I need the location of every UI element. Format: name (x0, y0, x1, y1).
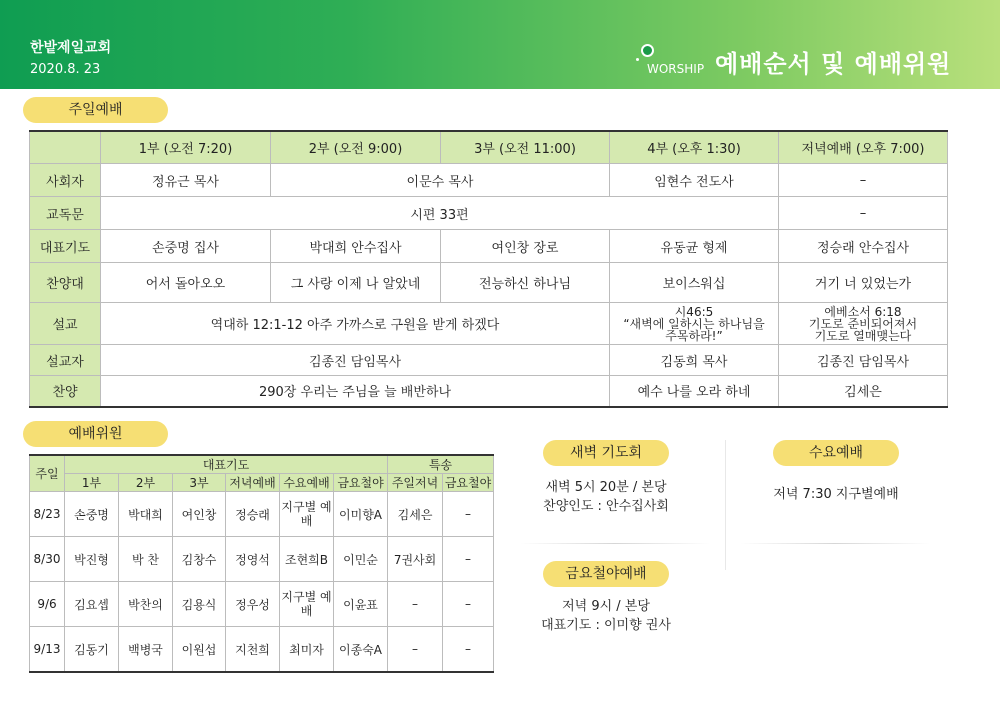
prayer-group-header: 대표기도 (65, 455, 388, 474)
section-pill-dawn: 새벽 기도회 (543, 440, 669, 466)
corner-cell (30, 131, 101, 164)
cell: 역대하 12:1-12 아주 가까스로 구원을 받게 하겠다 (101, 303, 610, 345)
col-header: 1부 (오전 7:20) (101, 131, 271, 164)
col-header: 3부 (오전 11:00) (441, 131, 610, 164)
row-header: 찬양대 (30, 263, 101, 303)
info-line: 새벽 5시 20분 / 본당 (545, 480, 667, 495)
special-song-header: 특송 (388, 455, 494, 474)
table-row (30, 164, 948, 197)
info-line: 찬양인도 : 안수집사회 (543, 499, 669, 514)
row-header: 교독문 (30, 197, 101, 230)
cell: 김창수 (173, 537, 226, 582)
cell: 김요셉 (65, 582, 119, 627)
divider (520, 543, 710, 544)
cell: 조현희B (280, 537, 334, 582)
cell: 보이스워십 (610, 263, 779, 303)
sub-header: 주일저녁 (388, 474, 443, 492)
info-line: 대표기도 : 이미향 권사 (541, 618, 671, 633)
cell-line: 주목하라!” (665, 328, 723, 343)
col-header: 저녁예배 (오후 7:00) (779, 131, 948, 164)
table-row (30, 197, 948, 230)
cell: 거기 너 있었는가 (779, 263, 948, 303)
cell: 김동희 목사 (610, 345, 779, 376)
cell: 정유근 목사 (101, 164, 271, 197)
cell: – (443, 582, 494, 627)
week-cell: 9/6 (30, 582, 65, 627)
members-subheader-row (30, 474, 494, 492)
week-header: 주일 (30, 455, 65, 492)
sunday-order-table (29, 130, 948, 408)
row-header: 찬양 (30, 376, 101, 407)
cell: 지구별 예배 (280, 492, 334, 537)
header-banner (0, 0, 1000, 89)
cell: – (388, 582, 443, 627)
page-title: 예배순서 및 예배위원 (715, 50, 952, 78)
col-header: 4부 (오후 1:30) (610, 131, 779, 164)
cell: 지구별 예배 (280, 582, 334, 627)
table-row (30, 230, 948, 263)
cell-line: 시46:5 (674, 304, 714, 319)
cell: 정우성 (226, 582, 280, 627)
cell-line: “새벽에 일하시는 하나님을 (623, 316, 765, 331)
cell: 유동균 형제 (610, 230, 779, 263)
cell: 박진형 (65, 537, 119, 582)
row-header: 설교자 (30, 345, 101, 376)
section-pill-members: 예배위원 (23, 421, 168, 447)
sermon-text-cell (779, 303, 948, 345)
cell: 여인창 (173, 492, 226, 537)
cell: 시편 33편 (101, 197, 779, 230)
cell: 박대희 (119, 492, 173, 537)
sub-header: 2부 (119, 474, 173, 492)
info-line: 저녁 9시 / 본당 (562, 599, 650, 614)
cell: – (443, 627, 494, 673)
cell-line: 기도로 열매맺는다 (814, 328, 912, 343)
cell: – (779, 197, 948, 230)
sub-header: 3부 (173, 474, 226, 492)
cell: 박찬의 (119, 582, 173, 627)
section-pill-sunday: 주일예배 (23, 97, 168, 123)
table-row (30, 582, 494, 627)
cell: 김세은 (388, 492, 443, 537)
cell: 이윤표 (334, 582, 388, 627)
cell: 임현수 전도사 (610, 164, 779, 197)
cell: 이원섭 (173, 627, 226, 673)
cell: 이문수 목사 (271, 164, 610, 197)
cell: 그 사랑 이제 나 알았네 (271, 263, 441, 303)
table-header-row (30, 131, 948, 164)
bulletin-date: 2020.8. 23 (30, 62, 101, 77)
divider (725, 440, 726, 570)
cell: 백병국 (119, 627, 173, 673)
cell: 손중명 집사 (101, 230, 271, 263)
sermon-text-cell (610, 303, 779, 345)
cell: 이민순 (334, 537, 388, 582)
cell: 김동기 (65, 627, 119, 673)
row-header: 사회자 (30, 164, 101, 197)
cell: 예수 나를 오라 하네 (610, 376, 779, 407)
cell: 정승래 안수집사 (779, 230, 948, 263)
divider (740, 543, 930, 544)
info-line: 저녁 7:30 지구별예배 (773, 487, 899, 502)
table-row (30, 263, 948, 303)
table-row (30, 303, 948, 345)
cell: 290장 우리는 주님을 늘 배반하나 (101, 376, 610, 407)
cell: – (443, 492, 494, 537)
table-row (30, 376, 948, 407)
week-cell: 8/23 (30, 492, 65, 537)
sub-header: 금요철야 (443, 474, 494, 492)
sub-header: 1부 (65, 474, 119, 492)
cell: 손중명 (65, 492, 119, 537)
wednesday-info (746, 485, 926, 504)
week-cell: 8/30 (30, 537, 65, 582)
week-cell: 9/13 (30, 627, 65, 673)
cell: – (388, 627, 443, 673)
friday-info (516, 597, 696, 635)
cell: 이미향A (334, 492, 388, 537)
section-pill-wednesday: 수요예배 (773, 440, 899, 466)
cell: 지천희 (226, 627, 280, 673)
dot-icon (641, 44, 654, 57)
cell: 박대희 안수집사 (271, 230, 441, 263)
cell: – (443, 537, 494, 582)
cell: 김세은 (779, 376, 948, 407)
cell: 7권사회 (388, 537, 443, 582)
row-header: 대표기도 (30, 230, 101, 263)
cell: 김종진 담임목사 (101, 345, 610, 376)
section-pill-friday: 금요철야예배 (543, 561, 669, 587)
members-table (29, 454, 494, 673)
table-row (30, 537, 494, 582)
cell: 정승래 (226, 492, 280, 537)
cell: 김종진 담임목사 (779, 345, 948, 376)
cell: 최미자 (280, 627, 334, 673)
cell: 여인창 장로 (441, 230, 610, 263)
small-dot-icon (636, 58, 639, 61)
dawn-info (516, 478, 696, 516)
members-header-row (30, 455, 494, 474)
col-header: 2부 (오전 9:00) (271, 131, 441, 164)
table-row (30, 345, 948, 376)
sub-header: 저녁예배 (226, 474, 280, 492)
church-name: 한밭제일교회 (30, 40, 112, 56)
cell: 김용식 (173, 582, 226, 627)
sub-header: 수요예배 (280, 474, 334, 492)
cell-line: 기도로 준비되어져서 (808, 316, 918, 331)
cell-line: 에베소서 6:18 (824, 304, 902, 319)
row-header: 설교 (30, 303, 101, 345)
table-row (30, 492, 494, 537)
worship-label: WORSHIP (647, 62, 705, 76)
cell: 정영석 (226, 537, 280, 582)
cell: 박 찬 (119, 537, 173, 582)
cell: 전능하신 하나님 (441, 263, 610, 303)
cell: – (779, 164, 948, 197)
cell: 어서 돌아오오 (101, 263, 271, 303)
cell: 이종숙A (334, 627, 388, 673)
sub-header: 금요철야 (334, 474, 388, 492)
table-row (30, 627, 494, 673)
